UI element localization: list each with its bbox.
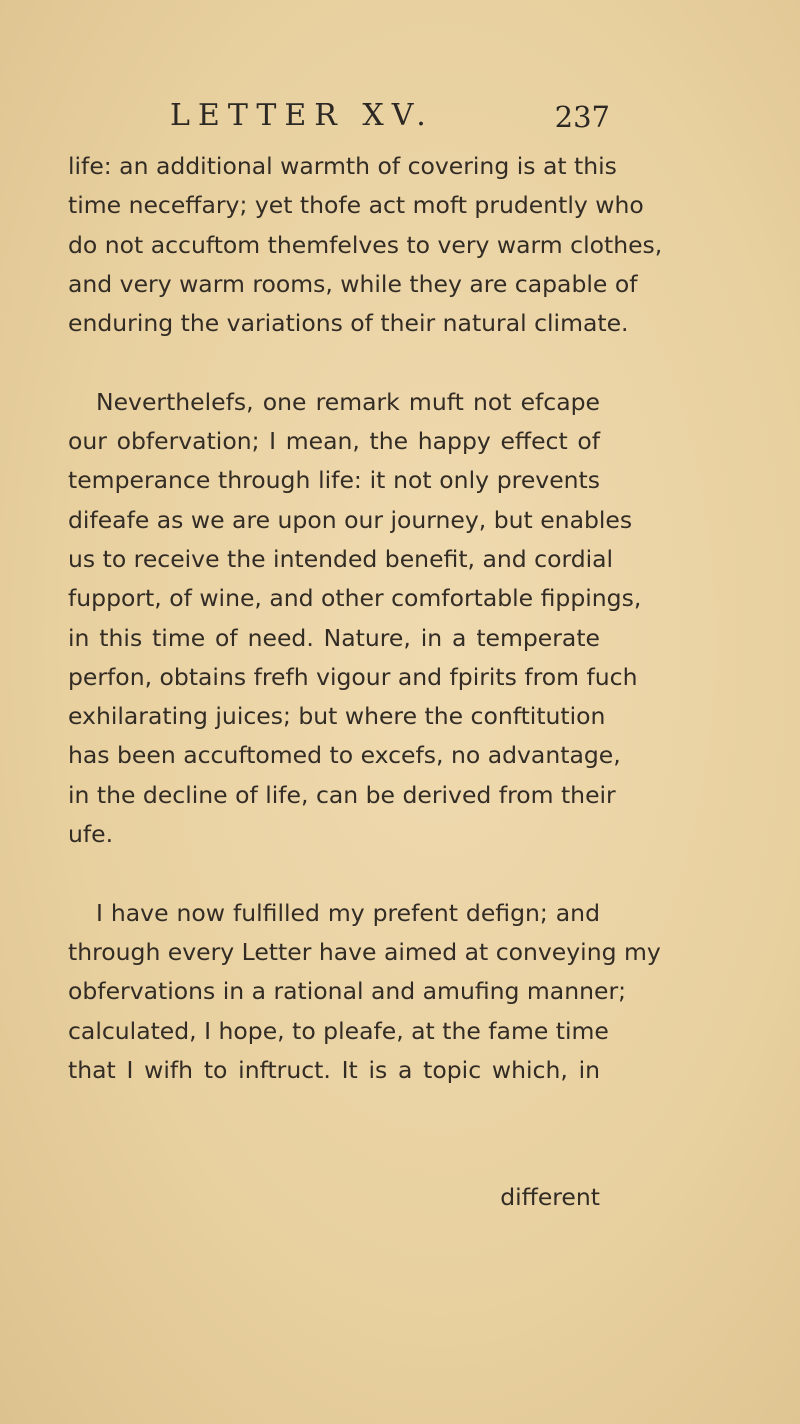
text-line: our obfervation; I mean, the happy effect of <box>68 427 600 456</box>
text-line: I have now fulfilled my prefent defign; and <box>96 898 600 927</box>
text-line: calculated, I hope, to pleafe, at the fame time <box>68 1016 609 1045</box>
text-line: life: an additional warmth of covering is at this <box>68 152 617 180</box>
page-number: 237 <box>554 100 610 134</box>
body-text <box>68 147 663 1090</box>
text-line: in the decline of life, can be derived from their <box>68 780 616 809</box>
text-line: has been accuftomed to excefs, no advantage, <box>68 741 621 770</box>
text-line: time neceffary; yet thofe act moft prudently who <box>68 191 644 220</box>
text-line: exhilarating juices; but where the conftitution <box>68 702 606 731</box>
text-line: enduring the variations of their natural climate. <box>68 309 629 338</box>
text-line: do not accuftom themfelves to very warm clothes, <box>68 230 663 259</box>
text-line: obfervations in a rational and amufing manner; <box>68 977 627 1006</box>
text-line: Neverthelefs, one remark muft not efcape <box>96 387 600 416</box>
text-line: through every Letter have aimed at conveying my <box>68 937 661 966</box>
text-line: us to receive the intended benefit, and cordial <box>68 544 614 573</box>
text-line: ufe. <box>68 820 114 849</box>
text-line: and very warm rooms, while they are capable of <box>68 269 638 298</box>
text-line: that I wifh to inftruct. It is a topic which, in <box>68 1055 600 1084</box>
text-line: in this time of need. Nature, in a temperate <box>68 623 600 652</box>
paragraph-gap <box>68 343 600 382</box>
text-line: fupport, of wine, and other comfortable fippings, <box>68 584 642 613</box>
text-line: temperance through life: it not only prevents <box>68 466 600 495</box>
text-line: difeafe as we are upon our journey, but enables <box>68 505 633 534</box>
paragraph-gap <box>68 854 600 893</box>
running-head: LETTER XV. <box>170 98 434 133</box>
text-line: perfon, obtains frefh vigour and fpirits from fuch <box>68 662 638 691</box>
page-header <box>170 98 610 142</box>
catchword: different <box>500 1183 600 1211</box>
